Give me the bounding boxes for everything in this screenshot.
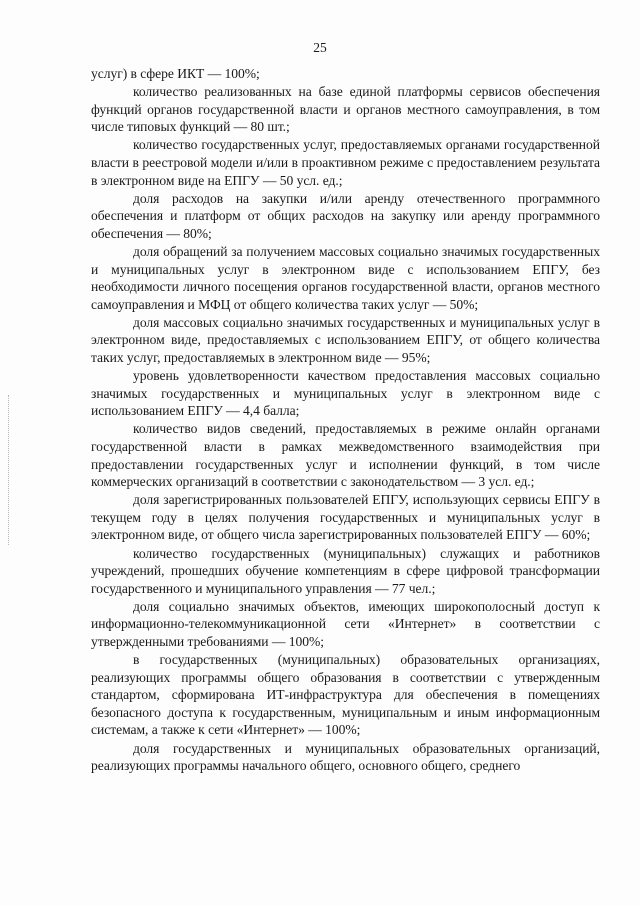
- paragraph: уровень удовлетворенности качеством предоставления массовых социально значимых государственных и муниципальных услуг в электронном виде с использованием ЕПГУ — 4,4 балла;: [91, 368, 600, 419]
- paragraph: количество реализованных на базе единой платформы сервисов обеспечения функций органов государственной власти и органов местного самоуправления, в том числе типовых функций — 80 шт.;: [91, 84, 600, 135]
- paragraph: доля государственных и муниципальных образовательных организаций, реализующих программы начального общего, основного общего, среднего: [91, 740, 600, 774]
- paragraph: количество видов сведений, предоставляемых в режиме онлайн органами государственной власти в рамках межведомственного взаимодействия при предоставлении государственных услуг и исполнении функций, в том числе коммерческих организаций в соответствии с законодательством — 3 усл. ед.;: [91, 421, 600, 490]
- paragraph: в государственных (муниципальных) образовательных организациях, реализующих программы общего образования в соответствии с утвержденным стандартом, сформирована ИТ-инфраструктура для обеспечения в помещениях безопасного доступа к государственным, муниципальным и иным информационным системам, а также к сети «Интернет» — 100%;: [91, 652, 600, 738]
- paragraph: количество государственных услуг, предоставляемых органами государственной власти в реестровой модели и/или в проактивном режиме с предоставлением результата в электронном виде на ЕПГУ — 50 усл. ед.;: [91, 137, 600, 188]
- paragraph: доля обращений за получением массовых социально значимых государственных и муниципальных услуг в электронном виде с использованием ЕПГУ, без необходимости личного посещения органов государственной власти, органов местного самоуправления и МФЦ от общего количества таких услуг — 50%;: [91, 243, 600, 312]
- paragraph: услуг) в сфере ИКТ — 100%;: [91, 66, 260, 81]
- document-body: [91, 65, 600, 775]
- page-number: 25: [313, 40, 327, 55]
- margin-scan-mark: [8, 395, 11, 545]
- paragraph: количество государственных (муниципальных) служащих и работников учреждений, прошедших обучение компетенциям в сфере цифровой трансформации государственного и муниципального управления — 77 чел.;: [91, 545, 600, 596]
- paragraph: доля зарегистрированных пользователей ЕПГУ, использующих сервисы ЕПГУ в текущем году в целях получения государственных и муниципальных услуг в электронном виде, от общего числа зарегистрированных пользователей ЕПГУ — 60%;: [91, 492, 600, 543]
- paragraph: доля массовых социально значимых государственных и муниципальных услуг в электронном виде, предоставляемых с использованием ЕПГУ, от общего количества таких услуг, предоставляемых в электронном виде — 95%;: [91, 314, 600, 365]
- paragraph: доля расходов на закупки и/или аренду отечественного программного обеспечения и платформ от общих расходов на закупку или аренду программного обеспечения — 80%;: [91, 190, 600, 241]
- paragraph: доля социально значимых объектов, имеющих широкополосный доступ к информационно-телекоммуникационной сети «Интернет» в соответствии с утвержденными требованиями — 100%;: [91, 598, 600, 649]
